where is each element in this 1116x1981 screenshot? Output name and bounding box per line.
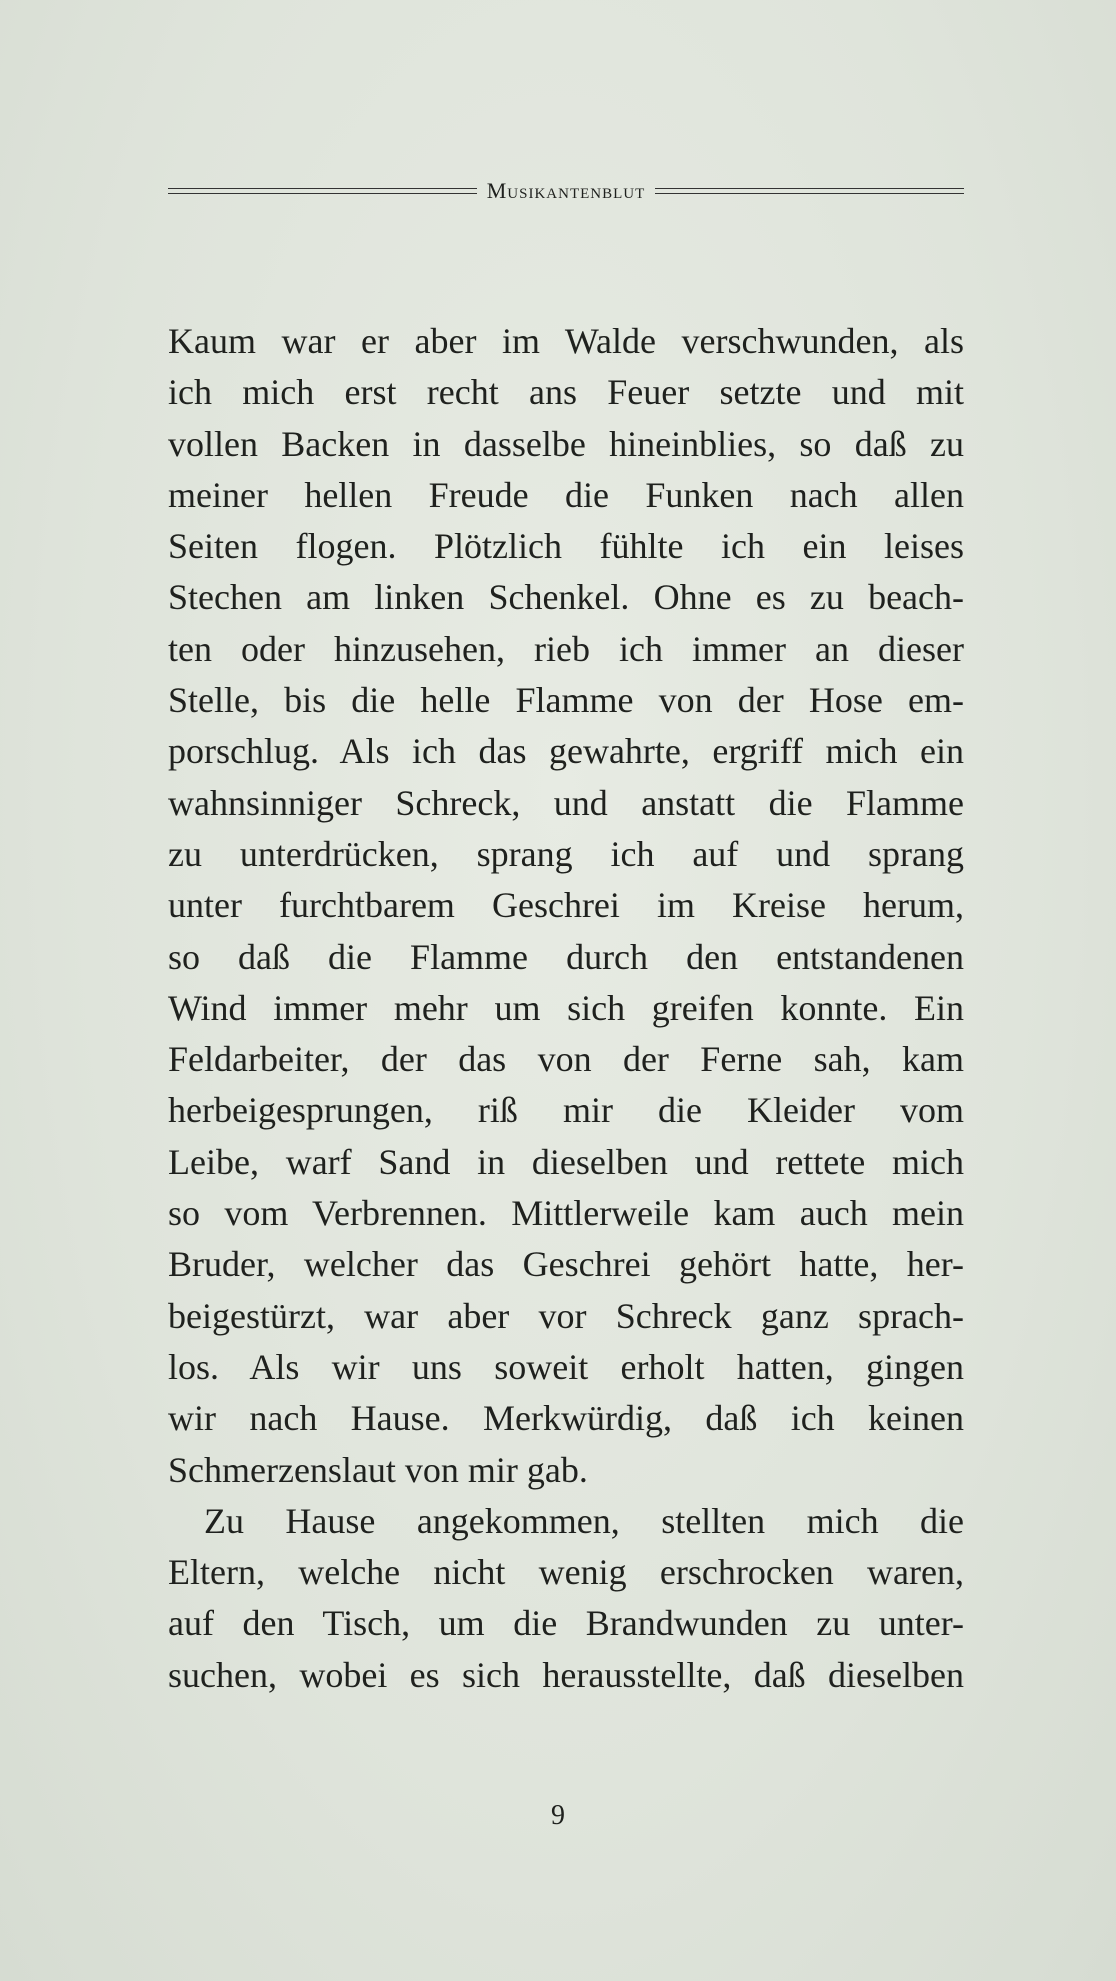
header-rule-left	[168, 188, 477, 194]
text-line: Leibe, warf Sand in dieselben und rettete mich	[168, 1141, 964, 1182]
text-line: unter furchtbarem Geschrei im Kreise herum,	[168, 885, 964, 926]
text-line: auf den Tisch, um die Brandwunden zu unter-	[168, 1603, 964, 1644]
text-line: Kaum war er aber im Walde verschwunden, als	[168, 321, 964, 361]
text-line: Bruder, welcher das Geschrei gehört hatte, her-	[168, 1244, 964, 1285]
text-line: Zu Hause angekommen, stellten mich die	[204, 1500, 964, 1541]
text-line: wir nach Hause. Merkwürdig, daß ich keinen	[168, 1398, 964, 1439]
text-line: wahnsinniger Schreck, und anstatt die Flamme	[168, 782, 964, 823]
text-line: Wind immer mehr um sich greifen konnte. Ein	[168, 987, 964, 1028]
text-line: porschlug. Als ich das gewahrte, ergriff mich ein	[168, 731, 964, 772]
text-line: beigestürzt, war aber vor Schreck ganz sprach-	[168, 1295, 964, 1336]
body-text	[168, 316, 964, 1701]
text-line: suchen, wobei es sich herausstellte, daß dieselben	[168, 1654, 964, 1695]
running-title: Musikantenblut	[486, 178, 646, 203]
text-line: so daß die Flamme durch den entstandenen	[168, 936, 964, 977]
text-line: meiner hellen Freude die Funken nach allen	[168, 474, 964, 515]
header-rule-right	[655, 188, 964, 194]
text-line: so vom Verbrennen. Mittlerweile kam auch mein	[168, 1193, 964, 1234]
text-line: Stechen am linken Schenkel. Ohne es zu beach-	[168, 577, 964, 618]
text-line: ten oder hinzusehen, rieb ich immer an dieser	[168, 628, 964, 669]
text-line: zu unterdrücken, sprang ich auf und sprang	[168, 833, 964, 874]
text-line: los. Als wir uns soweit erholt hatten, gingen	[168, 1346, 964, 1387]
running-head	[168, 180, 964, 202]
text-line: vollen Backen in dasselbe hineinblies, so daß zu	[168, 423, 964, 464]
text-line: herbeigesprungen, riß mir die Kleider vom	[168, 1090, 964, 1131]
text-line: Eltern, welche nicht wenig erschrocken waren,	[168, 1552, 964, 1593]
text-line: Seiten flogen. Plötzlich fühlte ich ein leises	[168, 526, 964, 567]
text-line: ich mich erst recht ans Feuer setzte und mit	[168, 372, 964, 413]
page-number: 9	[551, 1800, 565, 1831]
text-line: Stelle, bis die helle Flamme von der Hose em-	[168, 680, 964, 721]
text-line: Schmerzenslaut von mir gab.	[168, 1449, 588, 1490]
text-line: Feldarbeiter, der das von der Ferne sah, kam	[168, 1039, 964, 1080]
